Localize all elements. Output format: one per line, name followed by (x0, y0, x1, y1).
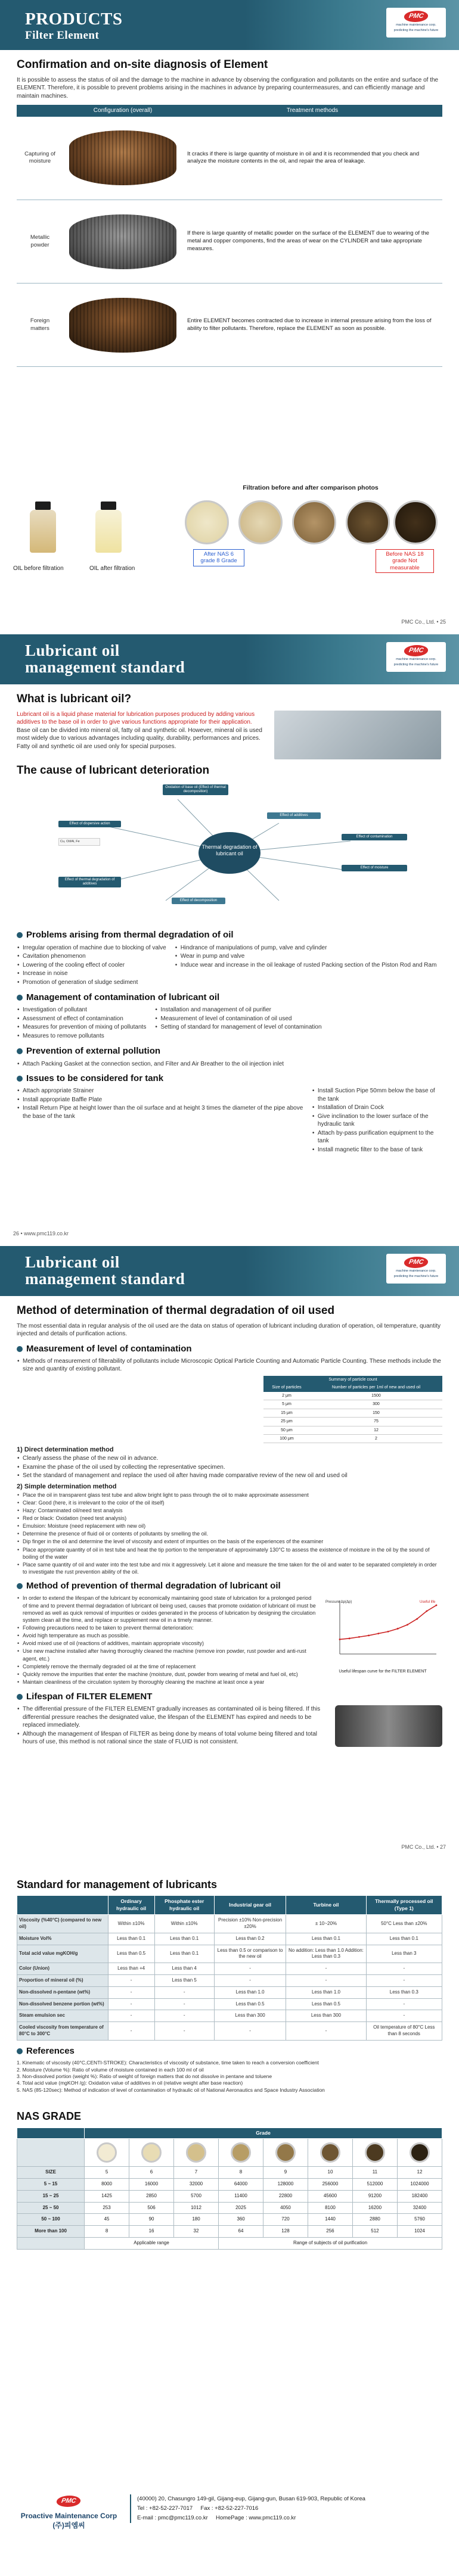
table-row: Metallic powder If there is large quantity of metallic powder on the surface of the ELEMENT due to wearing of the metal and copper components, find the areas of wear on the CYLINDER and take appropriate measures. (17, 200, 442, 284)
y-axis-label: Pressure Δp(Δp) (325, 1600, 352, 1605)
nas-swatch (320, 2142, 340, 2163)
oil-bottles-photo (18, 499, 143, 556)
nas-swatch (410, 2142, 430, 2163)
caption-after: OIL after filtration (89, 565, 135, 572)
bottle-after (95, 510, 122, 553)
lifespan-list: • The differential pressure of the FILTER ELEMENT gradually increases as contaminated oil is being filtered. If this differential pressure reaches the designated value, the lifespan of the ELEMENT has expired and needs to be replaced immediately. • Although the management of lifespan of FILTER as being done by means of total volume being filtered and total hours of use, this method is not rational since the state of FLUID is not consistent. (17, 1705, 328, 1747)
page-title: Lubricant oil management standard (25, 1253, 185, 1288)
table-row: Capturing of moisture It cracks if there is large quantity of moisture in oil and it is recommended that you check and analyze the moisture contents in the oil, and repair the area of leakage. (17, 117, 442, 200)
table-row: 50 ~ 100 45 90 180 360 720 1440 2880 5760 (17, 2214, 442, 2226)
series-line (340, 1606, 436, 1640)
diagram-node: Effect of decomposition (172, 898, 225, 904)
filter-element-photo (335, 1705, 442, 1747)
company-homepage[interactable]: HomePage : www.pmc119.co.kr (215, 2515, 296, 2522)
table-row: 5 ~ 15 8000 16000 32000 64000 128000 256000 512000 1024000 (17, 2178, 442, 2190)
cause-title: The cause of lubricant deterioration (17, 764, 210, 777)
lifespan-chart (323, 1594, 442, 1686)
data-point (377, 1633, 379, 1635)
bullet-dot (17, 1346, 23, 1352)
after-tag: After NAS 6 grade 8 Grade (193, 549, 244, 566)
data-point (368, 1635, 370, 1637)
standard-title: Standard for management of lubricants (17, 1879, 218, 1890)
section-lead: It is possible to assess the status of oil and the damage to the machine in advance by observing the configuration and pollutants on the entire and surface of the ELEMENT. Therefore, it is possible to prevent problems arising in the machines in advance by preparing countermeasures, and can efficiently manage and maintain machines. (17, 76, 439, 99)
problems-title: Problems arising from thermal degradation of oil (17, 929, 442, 941)
simple-title: 2) Simple determination method (17, 1482, 117, 1490)
data-point (358, 1636, 360, 1638)
range-row (17, 2237, 442, 2249)
direct-list: • Clearly assess the phase of the new oil in advance. • Examine the phase of the oil used by collecting the representative specimen. • Set the standard of management and replace the used oil after having made comparative review of the new oil and used oil (17, 1454, 442, 1480)
table-row: 25 μm 75 (263, 1418, 442, 1426)
measure-title: Measurement of level of contamination (17, 1343, 442, 1355)
table-row: Moisture Vol% Less than 0.1 Less than 0.1 Less than 0.2 Less than 0.1 Less than 0.1 (17, 1933, 442, 1945)
table-row: 100 μm 2 (263, 1434, 442, 1443)
diagram-node: Effect of thermal degradation of additives (58, 877, 121, 887)
bullet-dot (17, 1048, 23, 1054)
section-title: Confirmation and on-site diagnosis of Element (17, 58, 268, 71)
filter-disc (238, 500, 283, 544)
comparison-title: Filtration before and after comparison photos (243, 484, 379, 491)
filter-disc (346, 500, 390, 544)
footer-logo (17, 2492, 121, 2530)
applicable-range: Applicable range (85, 2237, 219, 2249)
page-title: Lubricant oil management standard (25, 641, 185, 676)
page-number: 26 • www.pmc119.co.kr (13, 1230, 69, 1236)
caption-before: OIL before filtration (13, 565, 64, 572)
page-title: PRODUCTS Filter Element (25, 10, 123, 42)
tank-title: Issues to be considered for tank (17, 1073, 442, 1085)
direct-title: 1) Direct determination method (17, 1446, 114, 1454)
bottle-before (30, 510, 56, 553)
data-point (387, 1631, 389, 1633)
cause-diagram (17, 781, 442, 924)
before-tag: Before NAS 18 grade Not measurable (376, 549, 434, 573)
diagram-node: Effect of moisture (342, 865, 407, 871)
measure-list: • Methods of measurement of filterability of pollutants include Microscopic Optical Particle Counting and Automatic Particle Counting. These methods include the size and quantity of existing pollutant. (17, 1357, 442, 1373)
problems-list-left: • Irregular operation of machine due to blocking of valve • Cavitation phenomenon • Lowering of the cooling effect of cooler • Increase in noise • Promotion of generation of sludge sediment (17, 944, 166, 988)
company-fax: Fax : +82-52-227-7016 (200, 2505, 259, 2512)
company-tel: Tel : +82-52-227-7017 (137, 2505, 193, 2512)
what-is-title: What is lubricant oil? (17, 693, 132, 705)
prevention-method-title: Method of prevention of thermal degradation of lubricant oil (17, 1580, 442, 1592)
data-point (397, 1628, 399, 1630)
lubricant-standard-table: Ordinary hydraulic oil Phosphate ester hydraulic oil Industrial gear oil Turbine oil Thermally processed oil (Type 1) Viscosity (%40°C) (compared to new oil) Within ±10% Within ±10% Precision ±10% Non-precision ±20% ± 10~20% 50°C Less than ±20% Moisture Vol% Less than 0.1 Less than 0.1 Less than 0.2 Less than 0.1 Less than 0.1 Total acid value mgKOH/g Less than 0.5 Less than 0.1 Less than 0.5 or comparison to the new oil No addition: Less than 1.0 Addition: Less than 0.3 Less than 3 Color (Union) Less than +4 Less than 4 - - - Proportion of mineral oil (%) - Less than 5 - - - Non-dissolved n-pentane (wt%) - - Less than 1.0 Less than 1.0 Less than 0.3 Non-dissolved benzene portion (wt%) - - Less than 0.5 Less than 0.5 - Steam emulsion sec - - Less than 300 Less than 300 - Cooled viscosity from temperature of 80°C to 300°C - - - - Oil temperature of 80°C Less than 8 seconds (17, 1895, 442, 2041)
center-node: Thermal degradation of lubricant oil (199, 832, 260, 874)
nas-swatch (97, 2142, 117, 2163)
nas-grade-title: NAS GRADE (17, 2110, 82, 2123)
bullet-dot (17, 1694, 23, 1700)
diagram-node: Effect of dispersive action (58, 821, 121, 827)
company-contact (130, 2494, 440, 2523)
tank-list-left: • Attach appropriate Strainer • Install appropriate Baffle Plate • Install Return Pipe at height lower than the oil surface and at height 3 times the diameter of the pipe above the base of the tank (17, 1087, 303, 1154)
filtration-comparison (179, 484, 442, 573)
table-row: Total acid value mgKOH/g Less than 0.5 Less than 0.1 Less than 0.5 or comparison to the new oil No addition: Less than 1.0 Addition: Less than 0.3 Less than 3 (17, 1945, 442, 1963)
simple-list: • Place the oil in transparent glass test tube and allow bright light to pass through the oil to make approximate assessment • Clear: Good (here, it is irrelevant to the color of the oil itself) • Hazy: Contaminated oil/need test analysis • Red or black: Oxidation (need test analysis) • Emulsion: Moisture (need replacement with new oil) • Determine the presence of fluid oil or contents of pollutants by smelling the oil. • Dip finger in the oil and determine the level of viscosity and extent of impurities on the basis of the experiences of the examiner • Place appropriate quantity of oil in test tube and heat the tip portion to the temperature of approximately 130°C to assess the existence of moisture in the oil by the sound of boiling of the water • Place same quantity of oil and water into the test tube and mix it aggressively. Let it alone and measure the time taken for the oil and water to be separated completely in order to investigate the rust prevention ability of the oil. (17, 1491, 442, 1576)
element-photo (69, 214, 176, 269)
diagram-node: Effect of contamination (342, 834, 407, 840)
method-lead: The most essential data in regular analysis of the oil used are the data on status of operation of lubricant including duration of operation, oil temperature, quantity injected and details of purification actions. (17, 1322, 441, 1338)
page-banner (0, 634, 459, 684)
problems-list-right: • Hindrance of manipulations of pump, valve and cylinder • Wear in pump and valve • Induce wear and increase in the oil leakage of rusted Packing section of the Piston Rod and Ram (175, 944, 437, 988)
prevention-list: • Attach Packing Gasket at the connection section, and Filter and Air Breather to the oil injection inlet (17, 1060, 442, 1069)
table-row: 50 μm 12 (263, 1426, 442, 1434)
table-row: More than 100 8 16 32 64 128 256 512 1024 (17, 2226, 442, 2238)
col-treatment: Treatment methods (182, 105, 442, 117)
prevention-title: Prevention of external pollution (17, 1045, 442, 1057)
company-name: Proactive Maintenance Corp (20, 2512, 117, 2520)
element-photo (69, 298, 176, 353)
table-row: Proportion of mineral oil (%) - Less than 5 - - - (17, 1975, 442, 1987)
references-list: 1. Kinematic of viscosity (40°C,CENTI-STROKE): Characteristics of viscosity of substance, time taken to reach a conversion coefficient 2. Moisture (Volume %): Ratio of volume of moisture contained in each 100 ml of oil 3. Non-dissolved portion (weight %): Ratio of weight of foreign matters that do not dissolve in pentane and toluene 4. Total acid value (mgKOH /g): Oxidation value of additives in oil (relative weight after base reaction) 5. NAS (85-120sec): Method of indication of level of contamination of hydraulic oil of National Aeronautics and Space Industry Association (17, 2060, 325, 2093)
references-title: References (17, 2045, 442, 2057)
data-point (436, 1605, 438, 1606)
nas-swatch-row (17, 2139, 442, 2167)
contamination-list-left: • Investigation of pollutant • Assessment of effect of contamination • Measures for prevention of mixing of pollutants • Measures to remove pollutants (17, 1006, 146, 1041)
bullet-dot (17, 1076, 23, 1082)
table-row: Non-dissolved n-pentane (wt%) - - Less than 1.0 Less than 1.0 Less than 0.3 (17, 1986, 442, 1998)
nas-swatch (186, 2142, 206, 2163)
filter-disc (292, 500, 336, 544)
tank-list-right: • Install Suction Pipe 50mm below the base of the tank • Installation of Drain Cock • Give inclination to the lower surface of the hydraulic tank • Attach by-pass purification equipment to the tank • Install magnetic filter to the base of tank (312, 1087, 442, 1154)
table-row: 15 μm 150 (263, 1409, 442, 1417)
data-point (416, 1618, 418, 1620)
page-lubricant-oil (0, 634, 459, 1243)
what-is-lead: Lubricant oil is a liquid phase material for lubrication purposes produced by adding various additives to the base oil in order to give various functions appropriate for their application. Base oil can be divided into mineral oil, fatty oil and synthetic oil. However, mineral oil is used most widely due to various advantages including quality, durability, performances and prices. Fatty oil and synthetic oil are used only for special purposes. (17, 711, 262, 750)
contamination-list-right: • Installation and management of oil purifier • Measurement of level of contamination of oil used • Setting of standard for management of level of contamination (154, 1006, 321, 1041)
data-point (339, 1639, 341, 1640)
data-point (349, 1638, 351, 1640)
pmc-logo: PMC (50, 2492, 88, 2511)
pmc-logo: PMC machine maintenance corp. predicting the machine's future (386, 8, 446, 38)
data-point (426, 1611, 427, 1612)
company-name-kr: (주)피엠씨 (52, 2521, 85, 2530)
chart-caption: Useful lifespan curve for the FILTER ELEMENT (339, 1669, 427, 1674)
prevention-method-list: • In order to extend the lifespan of the lubricant by economically maintaining good state of lubrication for a prolonged period of time and to prevent thermal degradation of lubricant oil being used, causes that promote oxidation of lubricant oil must be removed as well as quick removal of impurities or oxides generated in the process of lubrication by designing the circulation system clean all the time, and replace or supplement new oil in a timely manner. • Following precautions need to be taken to prevent thermal deterioration: • Avoid high temperature as much as possible. • Avoid mixed use of oil (reactions of additives, maintain appropriate viscosity) • Use new machine installed after having thoroughly cleaned the machine (remove iron powder, rust powder and anti-rust agent, etc.) • Completely remove the thermally degraded oil at the time of replacement • Quickly remove the impurities that enter the machine (moisture, dust, powder from wearing of metal and fuel oil, etc) • Maintain cleanliness of the circulation system by thoroughly cleaning the machine at least once a year (17, 1594, 317, 1686)
diagram-node: Oxidation of base oil (Effect of thermal decomposition) (163, 784, 228, 795)
element-diagnosis-table (17, 105, 442, 367)
bullet-dot (17, 995, 23, 1001)
nas-swatch (141, 2142, 162, 2163)
page-thermal-degradation (0, 1246, 459, 1857)
nas-swatch (275, 2142, 296, 2163)
page-number: PMC Co., Ltd. • 25 (401, 618, 446, 625)
pmc-logo: PMC machine maintenance corp. predicting the machine's future (386, 1254, 446, 1284)
lubricant-photo (274, 711, 441, 759)
table-row: 25 ~ 50 253 506 1012 2025 4050 8100 16200 32400 (17, 2202, 442, 2214)
filter-disc (185, 500, 229, 544)
particle-count-table: Summary of particle count Size of particles Number of particles per 1ml of new and used oil 2 μm 1500 5 μm 300 15 μm 150 25 μm 75 50 μm 12 100 μm 2 (263, 1376, 442, 1444)
diagram-note: Cu, Oil/Al, Fe (58, 838, 100, 846)
page-filter-element (0, 0, 459, 631)
table-row: 15 ~ 25 1425 2850 5700 11400 22800 45600 91200 182400 (17, 2190, 442, 2202)
col-configuration: Configuration (overall) (63, 105, 182, 117)
table-row: 2 μm 1500 (263, 1392, 442, 1400)
diagram-node: Effect of additives (267, 812, 321, 819)
filter-disc (393, 500, 438, 544)
company-footer (0, 2478, 459, 2576)
contamination-title: Management of contamination of lubricant oil (17, 992, 442, 1004)
table-row: Non-dissolved benzene portion (wt%) - - Less than 0.5 Less than 0.5 - (17, 1998, 442, 2010)
table-row: SIZE 5 6 7 8 9 10 11 12 (17, 2167, 442, 2179)
data-point (407, 1624, 408, 1626)
table-row: Foreign matters Entire ELEMENT becomes contracted due to increase in internal pressure arising from the loss of ability to filter pollutants. Therefore, replace the ELEMENT as soon as possible. (17, 284, 442, 367)
purification-range: Range of subjects of oil purification (219, 2237, 442, 2249)
nas-swatch (231, 2142, 251, 2163)
table-row: Viscosity (%40°C) (compared to new oil) Within ±10% Within ±10% Precision ±10% Non-precision ±20% ± 10~20% 50°C Less than ±20% (17, 1915, 442, 1933)
lifespan-title: Lifespan of FILTER ELEMENT (17, 1691, 442, 1703)
table-row: Color (Union) Less than +4 Less than 4 - - - (17, 1963, 442, 1975)
nas-swatch (365, 2142, 385, 2163)
table-row: Steam emulsion sec - - Less than 300 Less than 300 - (17, 2010, 442, 2022)
company-address: (40000) 20, Chasungro 149-gil, Gijang-eup, Gijang-gun, Busan 619-903, Republic of Korea (137, 2496, 365, 2502)
annotation-label: Useful life (420, 1600, 436, 1605)
nas-grade-table: Grade SIZE 5 6 7 8 9 10 11 12 5 ~ 15 8000 16000 32000 64000 128000 256000 512000 1024000 15 ~ 25 1425 2850 5700 11400 22800 45600 91200 182400 25 ~ 50 253 506 1012 2025 4050 8100 16200 32400 50 ~ 100 45 90 180 360 720 1440 2880 5760 More than 100 8 16 32 64 128 256 512 1024 Applicable range Range of subjects of oil purification (17, 2128, 442, 2250)
page-banner (0, 0, 459, 50)
method-title: Method of determination of thermal degradation of oil used (17, 1304, 335, 1317)
table-row: Cooled viscosity from temperature of 80°C to 300°C - - - - Oil temperature of 80°C Less than 8 seconds (17, 2022, 442, 2041)
lifespan-curve-chart (323, 1594, 442, 1666)
page-banner (0, 1246, 459, 1296)
company-email[interactable]: E-mail : pmc@pmc119.co.kr (137, 2515, 208, 2522)
bullet-dot (17, 2048, 23, 2054)
table-row: 5 μm 300 (263, 1400, 442, 1409)
element-photo (69, 130, 176, 185)
pmc-logo: PMC machine maintenance corp. predicting the machine's future (386, 642, 446, 672)
page-number: PMC Co., Ltd. • 27 (401, 1843, 446, 1850)
bullet-dot (17, 1583, 23, 1589)
bullet-dot (17, 932, 23, 938)
page-standards (0, 1859, 459, 2576)
